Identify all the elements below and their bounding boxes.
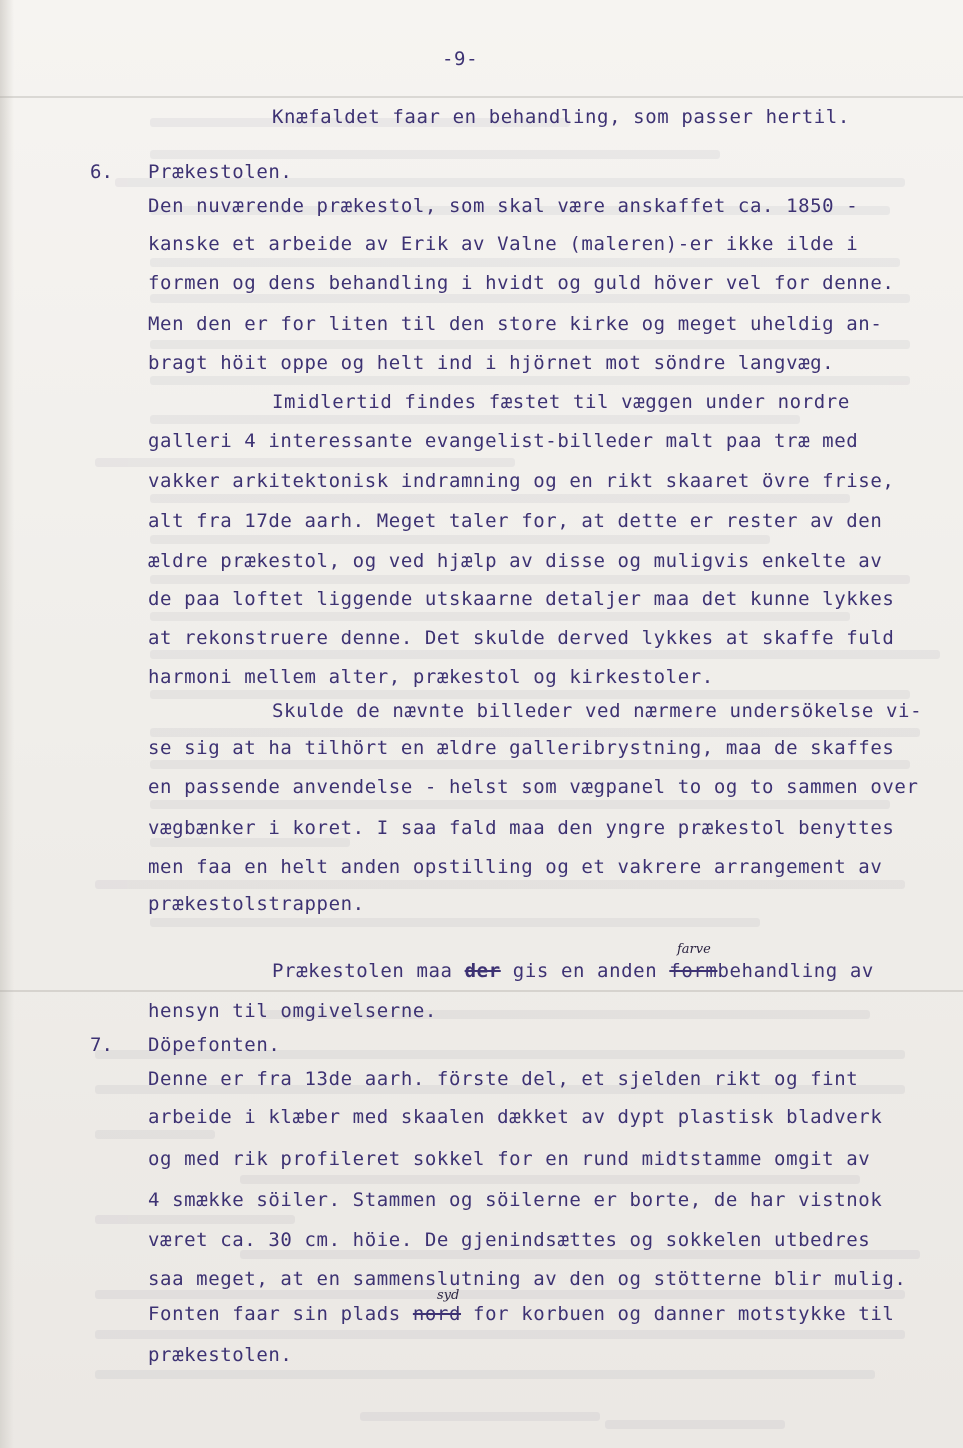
text-line: men faa en helt anden opstilling og et vakrere arrangement av: [148, 856, 883, 878]
handwritten-correction: farve: [677, 942, 711, 957]
text-line: vægbænker i koret. I saa fald maa den yngre prækestol benyttes: [148, 817, 895, 839]
text-line: og med rik profileret sokkel for en rund midtstamme omgit av: [148, 1148, 871, 1170]
text-segment: gis en anden: [500, 960, 670, 982]
text-line: Imidlertid findes fæstet til væggen under nordre: [272, 391, 850, 413]
handwritten-correction: syd: [437, 1288, 460, 1303]
text-line: Denne er fra 13de aarh. förste del, et sjelden rikt og fint: [148, 1068, 859, 1090]
text-line: saa meget, at en sammenslutning av den og stötterne blir mulig.: [148, 1268, 907, 1290]
struck-out-word: nord: [412, 1303, 462, 1325]
text-line: Skulde de nævnte billeder ved nærmere undersökelse vi-: [272, 700, 923, 722]
text-line: formen og dens behandling i hvidt og guld höver vel for denne.: [148, 272, 895, 294]
text-segment: behandling av: [717, 960, 874, 982]
text-line: ældre prækestol, og ved hjælp av disse og muligvis enkelte av: [148, 550, 883, 572]
text-line: prækestolstrappen.: [148, 893, 365, 915]
text-line: arbeide i klæber med skaalen dækket av dypt plastisk bladverk: [148, 1106, 883, 1128]
struck-out-word: form: [669, 960, 718, 982]
paper-fold: [0, 990, 963, 992]
text-segment: Fonten faar sin plads: [148, 1303, 413, 1325]
page-number: -9-: [442, 48, 479, 70]
text-line: at rekonstruere denne. Det skulde derved lykkes at skaffe fuld: [148, 627, 895, 649]
text-line: været ca. 30 cm. höie. De gjenindsættes og sokkelen utbedres: [148, 1229, 871, 1251]
text-line: vakker arkitektonisk indramning og en rikt skaaret övre frise,: [148, 470, 895, 492]
paper-fold: [0, 96, 963, 98]
section-number: 7.: [90, 1034, 113, 1056]
text-line: kanske et arbeide av Erik av Valne (maleren)-er ikke ilde i: [148, 233, 859, 255]
text-line: galleri 4 interessante evangelist-billeder malt paa træ med: [148, 430, 859, 452]
text-line: 4 smække söiler. Stammen og söilerne er borte, de har vistnok: [148, 1189, 883, 1211]
text-line: se sig at ha tilhört en ældre galleribrystning, maa de skaffes: [148, 737, 895, 759]
text-line: alt fra 17de aarh. Meget taler for, at dette er rester av den: [148, 510, 883, 532]
text-line: en passende anvendelse - helst som vægpanel to og to sammen over: [148, 776, 919, 798]
text-line: hensyn til omgivelserne.: [148, 1000, 437, 1022]
text-line: Men den er for liten til den store kirke og meget uheldig an-: [148, 313, 883, 335]
section-number: 6.: [90, 161, 113, 183]
corrected-text-line: [272, 960, 874, 982]
text-segment: for korbuen og danner motstykke til: [461, 1303, 895, 1325]
text-line: harmoni mellem alter, prækestol og kirkestoler.: [148, 666, 714, 688]
struck-out-word: der: [464, 960, 501, 982]
corrected-text-line: [148, 1303, 894, 1325]
text-line: de paa loftet liggende utskaarne detaljer maa det kunne lykkes: [148, 588, 895, 610]
text-line: Knæfaldet faar en behandling, som passer hertil.: [272, 106, 850, 128]
text-line: bragt höit oppe og helt ind i hjörnet mot söndre langvæg.: [148, 352, 835, 374]
section-heading: Prækestolen.: [148, 161, 293, 183]
text-line: Den nuværende prækestol, som skal være anskaffet ca. 1850 -: [148, 195, 859, 217]
section-heading: Döpefonten.: [148, 1034, 281, 1056]
text-line: prækestolen.: [148, 1344, 293, 1366]
text-segment: Prækestolen maa: [272, 960, 465, 982]
